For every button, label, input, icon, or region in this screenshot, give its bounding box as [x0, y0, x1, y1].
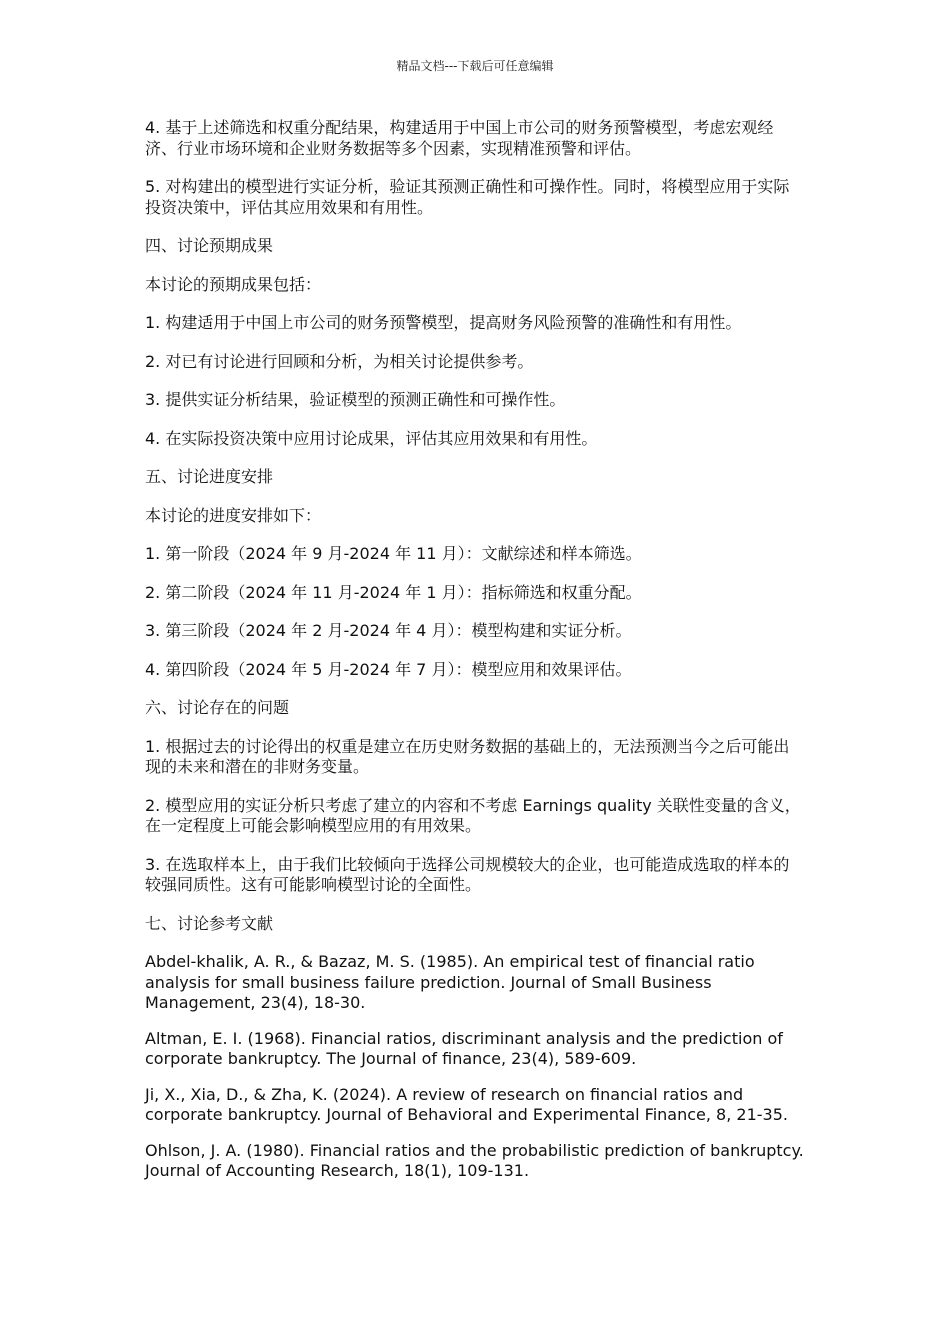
- reference-item: Ohlson, J. A. (1980). Financial ratios and the probabilistic prediction of bankruptcy. Journal of Accounting Research, 18(1), 109-131.: [145, 1140, 804, 1180]
- list-item-problem-1: 1. 根据过去的讨论得出的权重是建立在历史财务数据的基础上的，无法预测当今之后可能出现的未来和潜在的非财务变量。: [145, 736, 790, 776]
- list-item-phase-4: 4. 第四阶段（2024 年 5 月-2024 年 7 月）：模型应用和效果评估。: [145, 659, 632, 679]
- intro-schedule: 本讨论的进度安排如下：: [145, 505, 322, 525]
- list-item-phase-3: 3. 第三阶段（2024 年 2 月-2024 年 4 月）：模型构建和实证分析。: [145, 621, 632, 640]
- reference-item: Ji, X., Xia, D., & Zha, K. (2024). A review of research on financial ratios and corporate bankruptcy. Journal of Behavioral and Experimental Finance, 8, 21-35.: [145, 1084, 788, 1124]
- list-item-phase-1: 1. 第一阶段（2024 年 9 月-2024 年 11 月）：文献综述和样本筛选。: [145, 544, 642, 563]
- list-item-problem-3: 3. 在选取样本上，由于我们比较倾向于选择公司规模较大的企业，也可能造成选取的样本的较强同质性。这有可能影响模型讨论的全面性。: [145, 854, 790, 894]
- reference-item: Abdel-khalik, A. R., & Bazaz, M. S. (1985). An empirical test of financial ratio analysis for small business failure prediction. Journal of Small Business Management, 23(4), 18-30.: [145, 952, 755, 1012]
- section-heading-problems: 六、讨论存在的问题: [145, 698, 290, 717]
- list-item-result-3: 3. 提供实证分析结果，验证模型的预测正确性和可操作性。: [145, 390, 566, 409]
- list-item-step-4: 4. 基于上述筛选和权重分配结果，构建适用于中国上市公司的财务预警模型，考虑宏观经济、行业市场环境和企业财务数据等多个因素，实现精准预警和评估。: [145, 118, 774, 158]
- document-body: [145, 118, 805, 1197]
- reference-item: Altman, E. I. (1968). Financial ratios, discriminant analysis and the prediction of corporate bankruptcy. The Journal of finance, 23(4), 589-609.: [145, 1028, 783, 1068]
- section-heading-schedule: 五、讨论进度安排: [145, 467, 274, 486]
- list-item-phase-2: 2. 第二阶段（2024 年 11 月-2024 年 1 月）：指标筛选和权重分配。: [145, 582, 642, 602]
- section-heading-references: 七、讨论参考文献: [145, 913, 274, 933]
- list-item-result-2: 2. 对已有讨论进行回顾和分析，为相关讨论提供参考。: [145, 351, 534, 371]
- list-item-result-4: 4. 在实际投资决策中应用讨论成果，评估其应用效果和有用性。: [145, 428, 598, 448]
- page-header: 精品文档---下载后可任意编辑: [396, 59, 554, 73]
- intro-expected-results: 本讨论的预期成果包括：: [145, 274, 322, 294]
- list-item-result-1: 1. 构建适用于中国上市公司的财务预警模型，提高财务风险预警的准确性和有用性。: [145, 313, 742, 332]
- list-item-step-5: 5. 对构建出的模型进行实证分析，验证其预测正确性和可操作性。同时，将模型应用于实际投资决策中，评估其应用效果和有用性。: [145, 177, 790, 217]
- section-heading-expected-results: 四、讨论预期成果: [145, 236, 274, 255]
- list-item-problem-2: 2. 模型应用的实证分析只考虑了建立的内容和不考虑 Earnings quality 关联性变量的含义，在一定程度上可能会影响模型应用的有用效果。: [145, 795, 801, 835]
